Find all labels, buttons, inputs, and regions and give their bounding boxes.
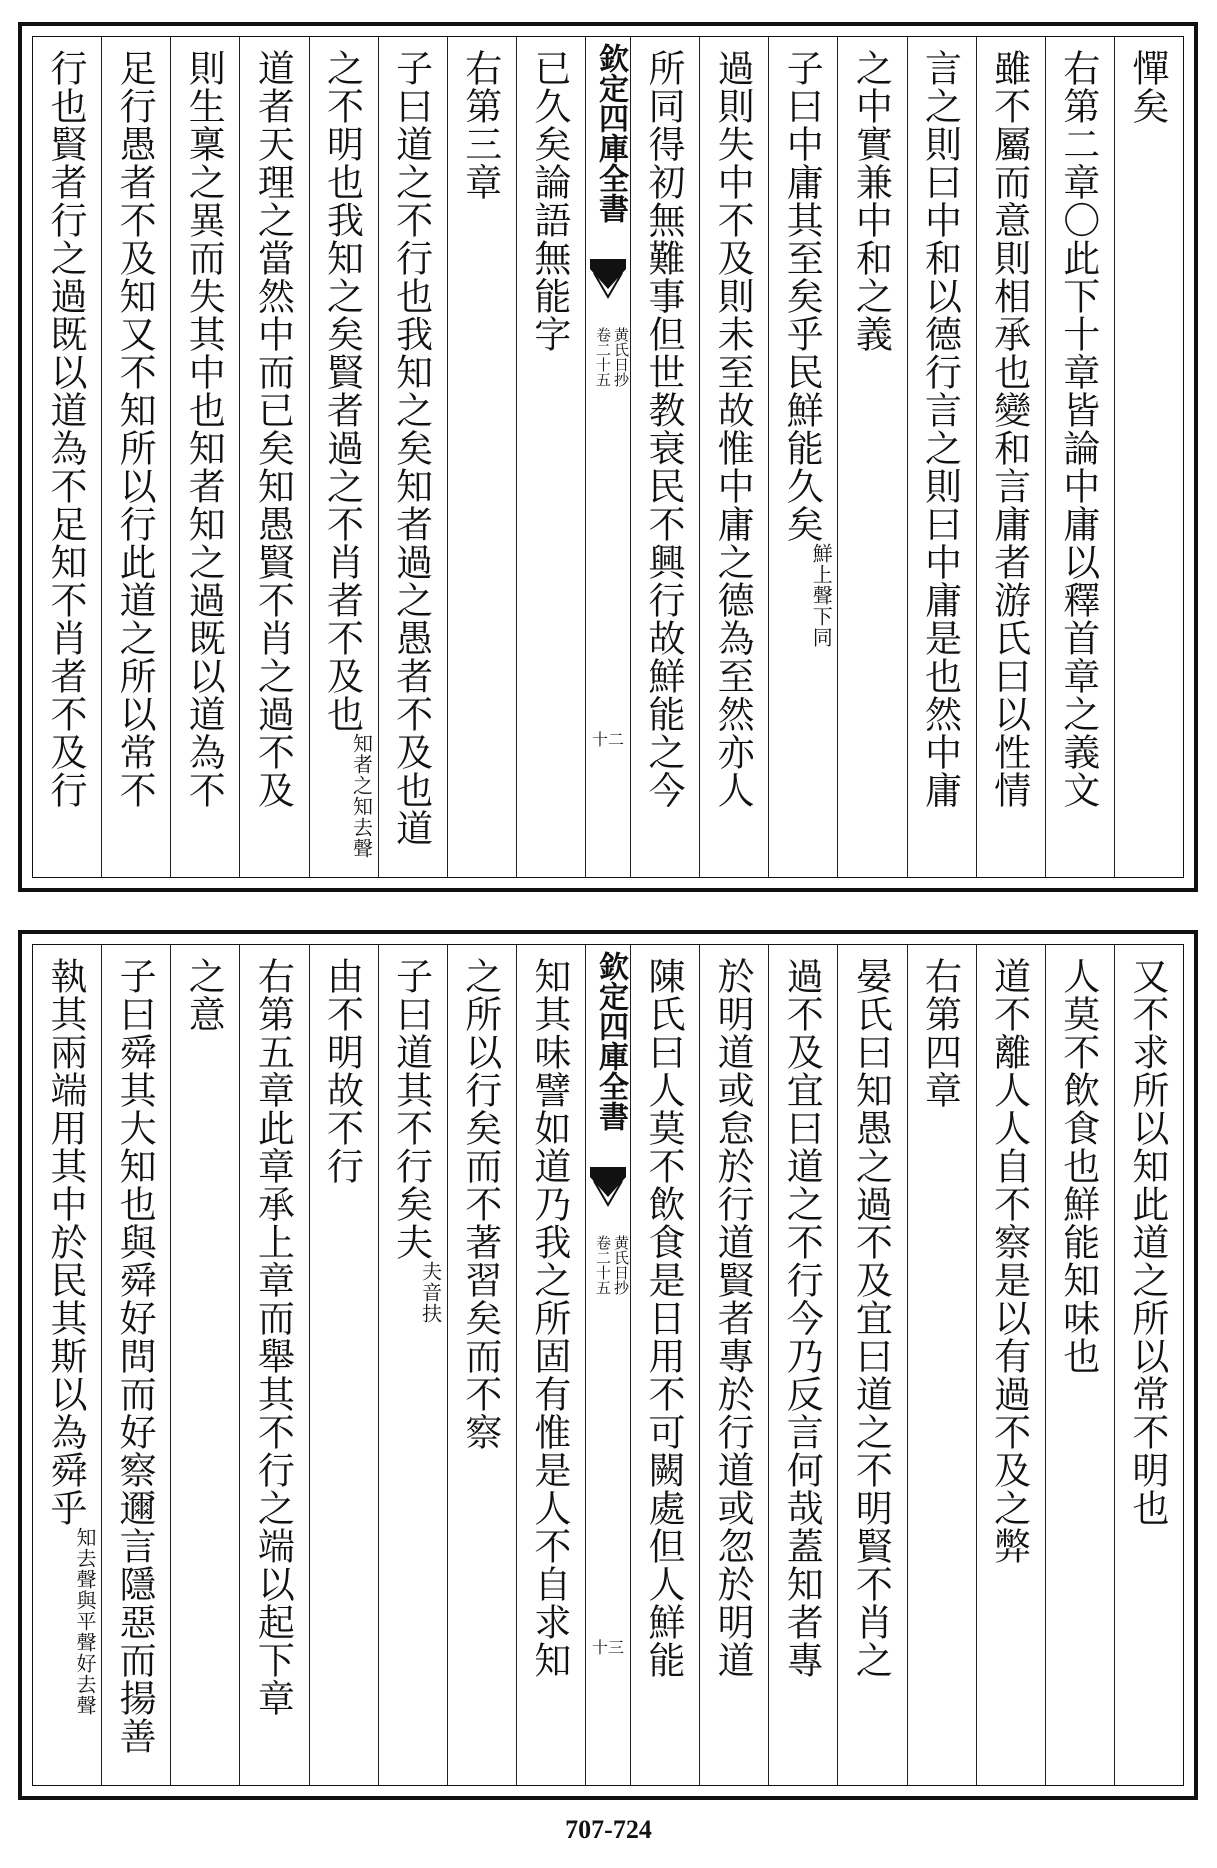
text-column <box>1114 37 1183 877</box>
column-text: 晏氏曰知愚之過不及宜曰道之不明賢不肖之 <box>849 957 893 1679</box>
interlinear-note: 知去聲與平 <box>73 1527 97 1632</box>
text-column <box>699 945 768 1785</box>
text-column <box>309 945 378 1785</box>
book-title: 欽定四庫全書 <box>593 43 628 223</box>
text-column <box>516 945 585 1785</box>
interlinear-note: 夫音 <box>418 1261 443 1303</box>
column-text: 雖不屬而意則相承也變和言庸者游氏曰以性情 <box>987 49 1031 809</box>
column-text: 言之則曰中和以德行言之則曰中庸是也然中庸 <box>918 49 962 809</box>
text-column <box>378 37 447 877</box>
text-column <box>976 37 1045 877</box>
center-fold-strip <box>585 945 630 1785</box>
text-column <box>1045 37 1114 877</box>
text-column <box>170 945 239 1785</box>
column-text: 右第三章 <box>458 49 502 201</box>
folio-number: 十三 <box>591 1638 624 1657</box>
text-column <box>837 37 906 877</box>
bottom-page-panel <box>18 930 1198 1800</box>
column-text: 子曰中庸其至矣乎民鮮能久矣鮮上聲下同 <box>780 49 834 648</box>
column-text: 之意 <box>182 957 226 1033</box>
column-text: 右第二章〇此下十章皆論中庸以釋首章之義文 <box>1056 49 1100 809</box>
column-text: 子曰道之不行也我知之矣知者過之愚者不及也道 <box>389 49 433 847</box>
folio-number: 十二 <box>591 730 624 749</box>
page-number: 707-724 <box>565 1815 652 1844</box>
top-page-frame <box>32 36 1184 878</box>
column-text: 之中實兼中和之義 <box>849 49 893 353</box>
text-column <box>837 945 906 1785</box>
column-text: 過不及宜曰道之不行今乃反言何哉蓋知者專 <box>780 957 824 1679</box>
text-column <box>699 37 768 877</box>
interlinear-note: 鮮上聲 <box>809 543 834 606</box>
column-text: 右第五章此章承上章而舉其不行之端以起下章 <box>251 957 295 1717</box>
interlinear-note: 聲好去聲 <box>73 1632 97 1716</box>
top-page-panel <box>18 22 1198 892</box>
text-column <box>239 945 308 1785</box>
text-column <box>1114 945 1183 1785</box>
column-text: 之不明也我知之矣賢者過之不肖者不及也知者之知去聲 <box>320 49 374 859</box>
column-text: 知其味譬如道乃我之所固有惟是人不自求知 <box>527 957 571 1679</box>
text-column <box>378 945 447 1785</box>
column-text: 足行愚者不及知又不知所以行此道之所以常不 <box>113 49 157 809</box>
text-column <box>630 945 699 1785</box>
column-text: 則生稟之異而失其中也知者知之過既以道為不 <box>182 49 226 809</box>
text-column <box>907 945 976 1785</box>
bottom-page-frame <box>32 944 1184 1786</box>
column-text: 之所以行矣而不著習矣而不察 <box>458 957 502 1451</box>
text-column <box>309 37 378 877</box>
text-column <box>976 945 1045 1785</box>
column-text: 行也賢者行之過既以道為不足知不肖者不及行 <box>44 49 87 809</box>
column-text: 子曰道其不行矣夫夫音扶 <box>389 957 443 1324</box>
interlinear-note: 知者之 <box>349 733 374 796</box>
book-subtitle: 黄氏日抄 卷二十五 <box>594 1235 630 1295</box>
column-text: 又不求所以知此道之所以常不明也 <box>1125 957 1169 1527</box>
text-column <box>101 945 170 1785</box>
text-column <box>1045 945 1114 1785</box>
column-text: 所同得初無難事但世教衰民不興行故鮮能之今 <box>642 49 685 809</box>
column-text: 由不明故不行 <box>320 957 364 1185</box>
interlinear-note: 下同 <box>809 606 834 648</box>
text-column <box>630 37 699 877</box>
column-text: 子曰舜其大知也與舜好問而好察邇言隱惡而揚善 <box>113 957 157 1755</box>
text-column <box>33 37 101 877</box>
interlinear-note: 知去聲 <box>349 796 374 859</box>
column-text: 人莫不飲食也鮮能知味也 <box>1056 957 1100 1375</box>
column-text: 憚矣 <box>1125 49 1169 125</box>
column-text: 已久矣論語無能字 <box>527 49 571 353</box>
column-text: 右第四章 <box>918 957 962 1109</box>
fishtail-ornament <box>590 259 626 305</box>
text-column <box>768 945 837 1785</box>
column-text: 道不離人人自不察是以有過不及之弊 <box>987 957 1031 1565</box>
text-column <box>239 37 308 877</box>
text-column <box>447 37 516 877</box>
text-column <box>33 945 101 1785</box>
fishtail-ornament <box>590 1167 626 1213</box>
column-text: 於明道或怠於行道賢者專於行道或忽於明道 <box>711 957 755 1679</box>
book-title: 欽定四庫全書 <box>593 951 628 1131</box>
column-text: 陳氏曰人莫不飲食是日用不可闕處但人鮮能 <box>642 957 685 1679</box>
interlinear-note: 扶 <box>418 1303 443 1324</box>
text-column <box>170 37 239 877</box>
column-text: 過則失中不及則未至故惟中庸之德為至然亦人 <box>711 49 755 809</box>
text-column <box>516 37 585 877</box>
text-column <box>101 37 170 877</box>
column-text: 道者天理之當然中而已矣知愚賢不肖之過不及 <box>251 49 295 809</box>
column-text: 執其兩端用其中於民其斯以為舜乎知去聲與平聲好去聲 <box>44 957 97 1716</box>
text-column <box>768 37 837 877</box>
text-column <box>907 37 976 877</box>
center-fold-strip <box>585 37 630 877</box>
book-subtitle: 黄氏日抄 卷二十五 <box>594 327 630 387</box>
text-column <box>447 945 516 1785</box>
